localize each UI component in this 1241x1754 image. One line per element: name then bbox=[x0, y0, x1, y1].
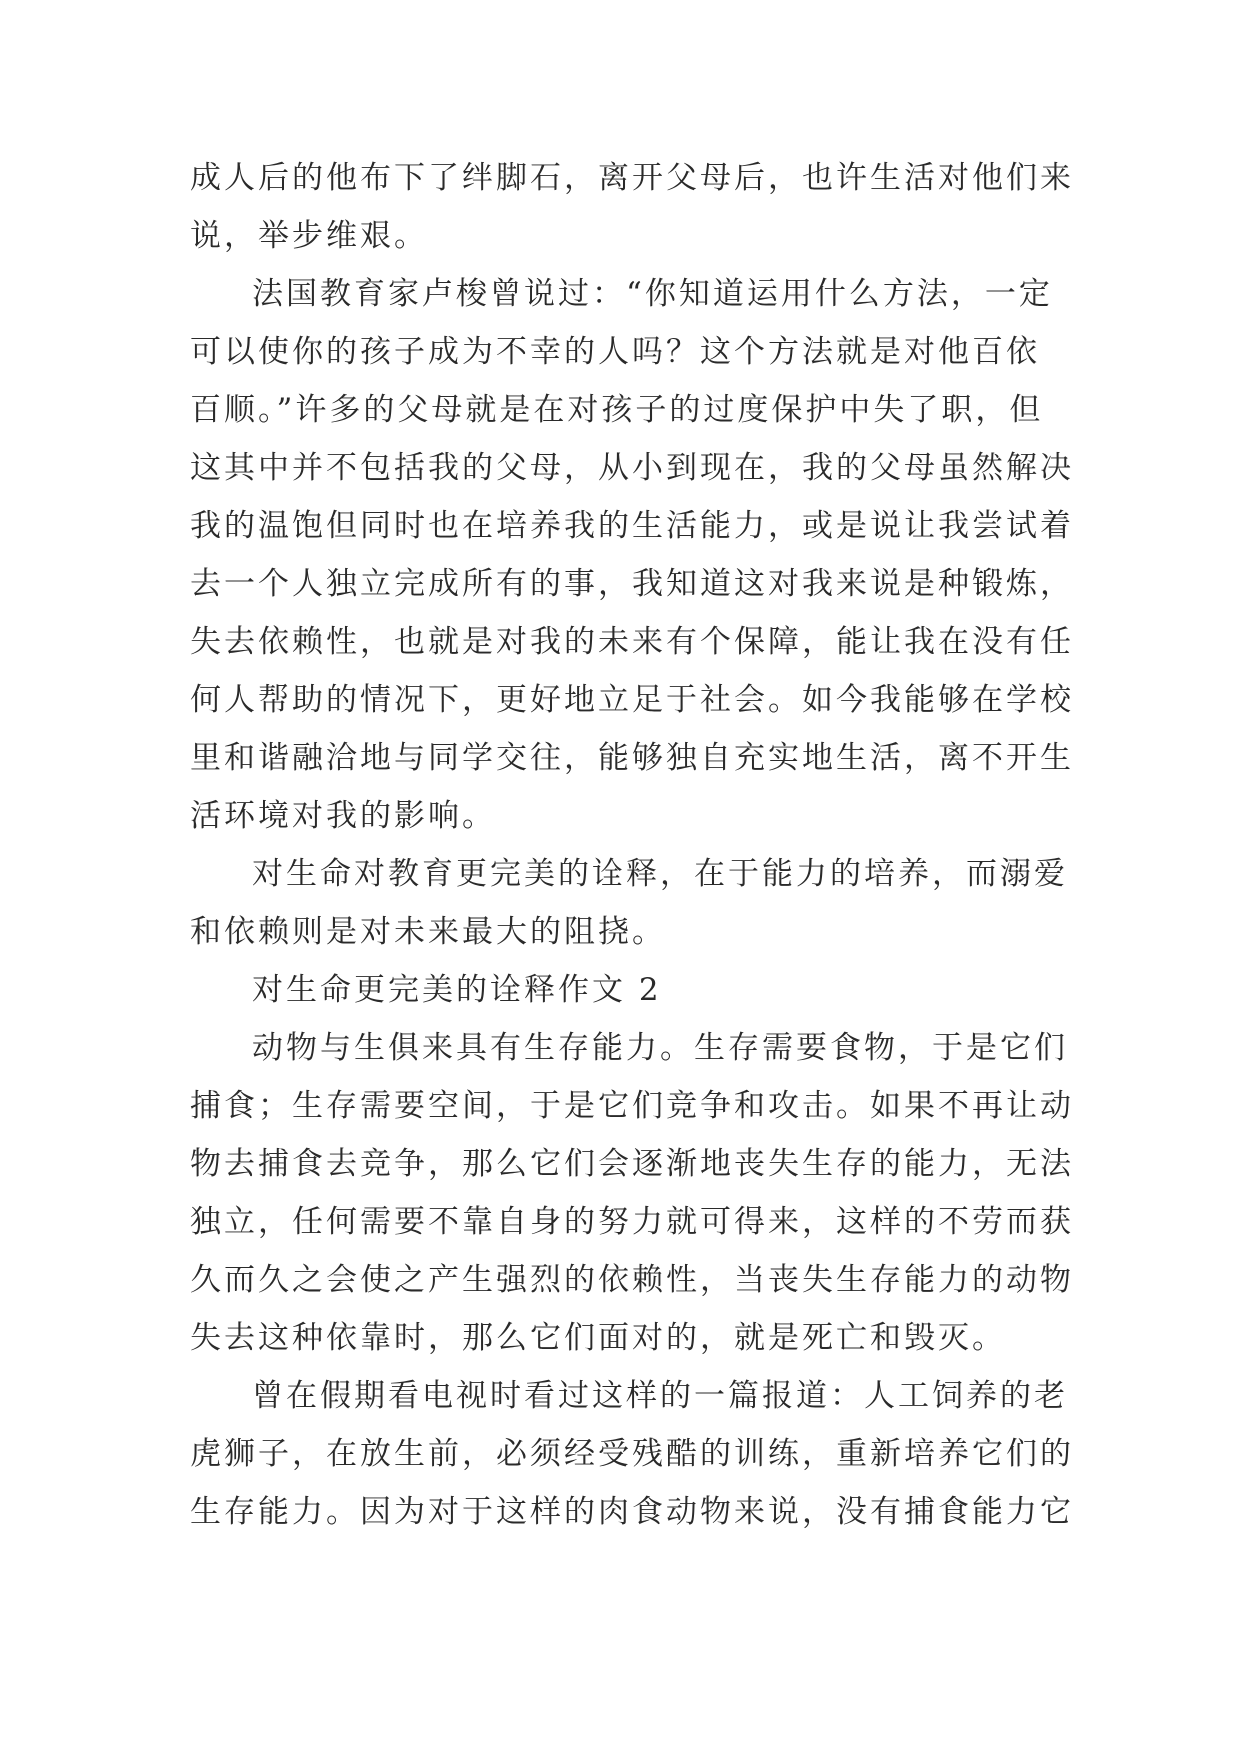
text-line: 去一个人独立完成所有的事，我知道这对我来说是种锻炼， bbox=[190, 566, 1074, 602]
text-line: 动物与生俱来具有生存能力。生存需要食物，于是它们 bbox=[252, 1030, 1068, 1066]
text-line: 这其中并不包括我的父母，从小到现在，我的父母虽然解决 bbox=[190, 450, 1074, 486]
text-line: 失去这种依靠时，那么它们面对的，就是死亡和毁灭。 bbox=[190, 1320, 1006, 1356]
section-heading: 对生命更完美的诠释作文 2 bbox=[252, 972, 662, 1008]
text-line: 曾在假期看电视时看过这样的一篇报道：人工饲养的老 bbox=[252, 1378, 1068, 1414]
text-line: 物去捕食去竞争，那么它们会逐渐地丧失生存的能力，无法 bbox=[190, 1146, 1074, 1182]
text-line: 久而久之会使之产生强烈的依赖性，当丧失生存能力的动物 bbox=[190, 1262, 1074, 1298]
text-line: 我的温饱但同时也在培养我的生活能力，或是说让我尝试着 bbox=[190, 508, 1074, 544]
text-line: 和依赖则是对未来最大的阻挠。 bbox=[190, 914, 666, 950]
text-line: 说，举步维艰。 bbox=[190, 218, 428, 254]
text-line: 活环境对我的影响。 bbox=[190, 798, 496, 834]
text-line: 虎狮子，在放生前，必须经受残酷的训练，重新培养它们的 bbox=[190, 1436, 1074, 1472]
text-line: 捕食；生存需要空间，于是它们竞争和攻击。如果不再让动 bbox=[190, 1088, 1074, 1124]
text-line: 法国教育家卢梭曾说过：“你知道运用什么方法，一定 bbox=[252, 276, 1053, 312]
text-line: 里和谐融洽地与同学交往，能够独自充实地生活，离不开生 bbox=[190, 740, 1074, 776]
text-line: 对生命对教育更完美的诠释，在于能力的培养，而溺爱 bbox=[252, 856, 1068, 892]
text-line: 独立，任何需要不靠自身的努力就可得来，这样的不劳而获 bbox=[190, 1204, 1074, 1240]
text-line: 失去依赖性，也就是对我的未来有个保障，能让我在没有任 bbox=[190, 624, 1074, 660]
text-line: 可以使你的孩子成为不幸的人吗？这个方法就是对他百依 bbox=[190, 334, 1040, 370]
text-line: 生存能力。因为对于这样的肉食动物来说，没有捕食能力它 bbox=[190, 1494, 1074, 1530]
text-line: 百顺。”许多的父母就是在对孩子的过度保护中失了职，但 bbox=[190, 392, 1044, 428]
text-line: 何人帮助的情况下，更好地立足于社会。如今我能够在学校 bbox=[190, 682, 1074, 718]
text-line: 成人后的他布下了绊脚石，离开父母后，也许生活对他们来 bbox=[190, 160, 1074, 196]
